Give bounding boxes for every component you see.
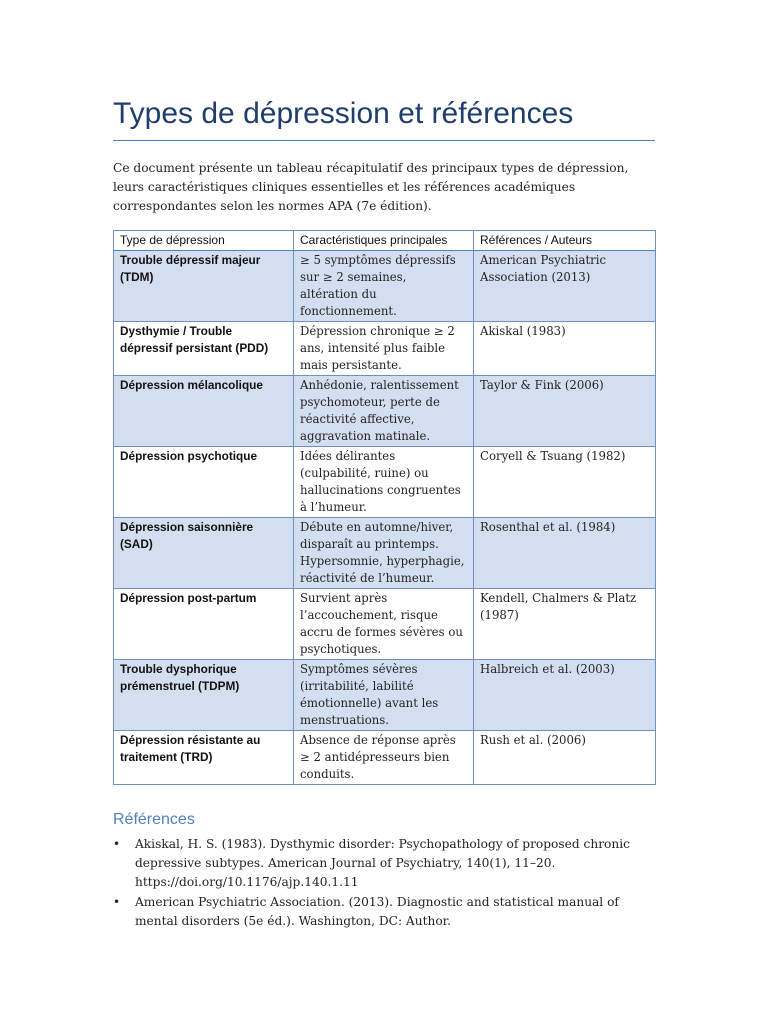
- document-page: [113, 92, 655, 932]
- table-row: [114, 447, 656, 518]
- features-cell: ≥ 5 symptômes dépressifs sur ≥ 2 semaines, altération du fonctionnement.: [294, 251, 474, 322]
- features-cell: Symptômes sévères (irritabilité, labilité émotionnelle) avant les menstruations.: [294, 660, 474, 731]
- table-row: [114, 322, 656, 376]
- depression-type-cell: Dépression saisonnière (SAD): [114, 518, 294, 589]
- table-row: [114, 660, 656, 731]
- features-cell: Dépression chronique ≥ 2 ans, intensité plus faible mais persistante.: [294, 322, 474, 376]
- reference-item: [113, 893, 655, 931]
- depression-type-cell: Dépression mélancolique: [114, 376, 294, 447]
- depression-type-cell: Trouble dysphorique prémenstruel (TDPM): [114, 660, 294, 731]
- table-header-row: [114, 231, 656, 251]
- table-row: [114, 376, 656, 447]
- depression-type-cell: Dysthymie / Trouble dépressif persistant (PDD): [114, 322, 294, 376]
- intro-paragraph: Ce document présente un tableau récapitulatif des principaux types de dépression, leurs caractéristiques cliniques essentielles et les références académiques correspondantes selon les normes APA (7e édition).: [113, 161, 629, 213]
- column-header-features: Caractéristiques principales: [294, 231, 474, 251]
- features-cell: Anhédonie, ralentissement psychomoteur, perte de réactivité affective, aggravation matinale.: [294, 376, 474, 447]
- references-list: [113, 835, 655, 931]
- references-cell: Rush et al. (2006): [474, 731, 656, 785]
- references-cell: Taylor & Fink (2006): [474, 376, 656, 447]
- references-cell: Akiskal (1983): [474, 322, 656, 376]
- reference-text: American Psychiatric Association. (2013). Diagnostic and statistical manual of mental disorders (5e éd.). Washington, DC: Author.: [135, 895, 619, 928]
- depression-type-cell: Dépression résistante au traitement (TRD): [114, 731, 294, 785]
- references-cell: Rosenthal et al. (1984): [474, 518, 656, 589]
- table-row: [114, 589, 656, 660]
- reference-text: Akiskal, H. S. (1983). Dysthymic disorder: Psychopathology of proposed chronic depressive subtypes. American Journal of Psychiatry, 140(1), 11–20. https://doi.org/10.1176/ajp.140.1.11: [135, 837, 630, 889]
- bullet-icon: •: [113, 837, 121, 851]
- table-row: [114, 518, 656, 589]
- features-cell: Survient après l’accouchement, risque accru de formes sévères ou psychotiques.: [294, 589, 474, 660]
- depression-type-cell: Dépression post-partum: [114, 589, 294, 660]
- depression-type-cell: Dépression psychotique: [114, 447, 294, 518]
- depression-types-table: [113, 230, 656, 785]
- bullet-icon: •: [113, 895, 121, 909]
- features-cell: Idées délirantes (culpabilité, ruine) ou hallucinations congruentes à l’humeur.: [294, 447, 474, 518]
- references-heading: Références: [113, 811, 195, 828]
- page-title: Types de dépression et références: [113, 92, 655, 141]
- table-row: [114, 731, 656, 785]
- features-cell: Débute en automne/hiver, disparaît au printemps. Hypersomnie, hyperphagie, réactivité de l’humeur.: [294, 518, 474, 589]
- depression-type-cell: Trouble dépressif majeur (TDM): [114, 251, 294, 322]
- references-cell: American Psychiatric Association (2013): [474, 251, 656, 322]
- column-header-references: Références / Auteurs: [474, 231, 656, 251]
- references-cell: Kendell, Chalmers & Platz (1987): [474, 589, 656, 660]
- features-cell: Absence de réponse après ≥ 2 antidépresseurs bien conduits.: [294, 731, 474, 785]
- table-row: [114, 251, 656, 322]
- reference-item: [113, 835, 655, 892]
- references-cell: Coryell & Tsuang (1982): [474, 447, 656, 518]
- column-header-type: Type de dépression: [114, 231, 294, 251]
- references-cell: Halbreich et al. (2003): [474, 660, 656, 731]
